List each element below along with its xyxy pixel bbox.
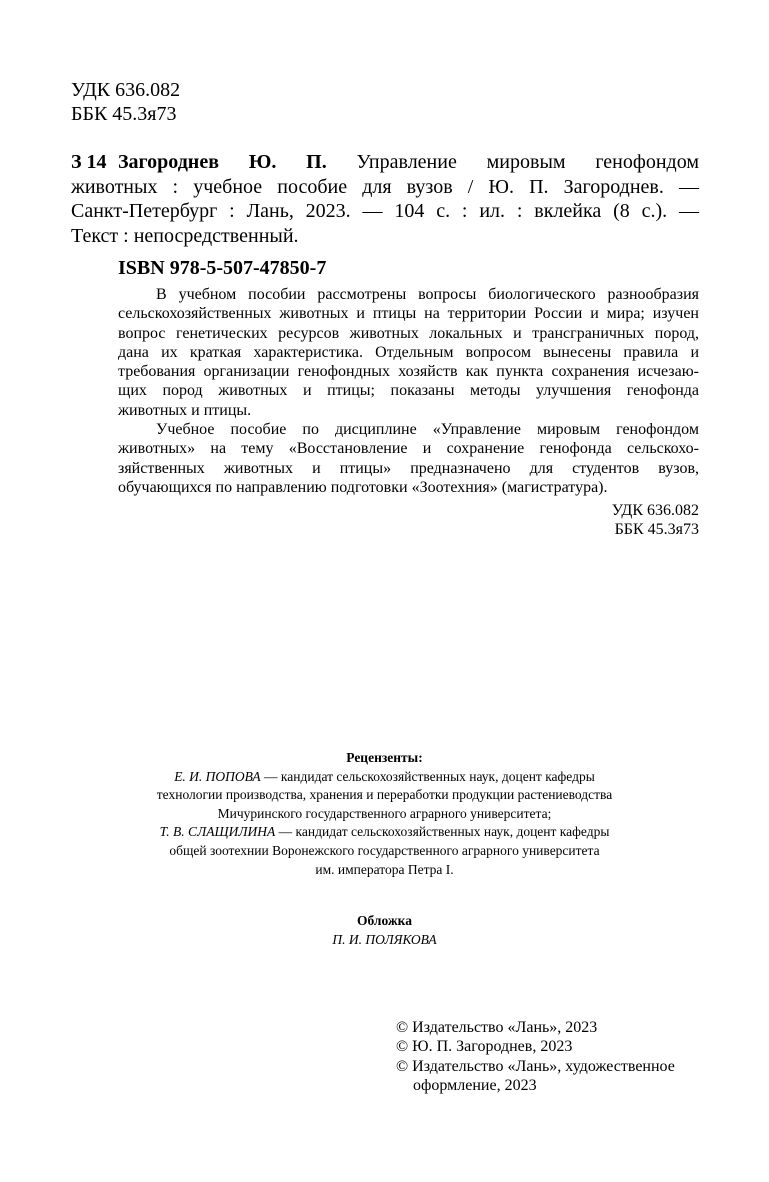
abstract-line: В учебном пособии рассмотрены вопросы биологического разнообразия [156,286,699,303]
classification-bottom [612,501,699,539]
bibliographic-entry [71,150,699,175]
reviewer-2-name: Т. В. СЛАЩИЛИНА [159,824,276,840]
entry-continuation [71,175,699,249]
cover-credit [0,912,769,949]
udk-code: УДК 636.082 [71,79,181,101]
reviewer-2-line-1 [0,823,769,842]
copyright-line: © Издательство «Лань», 2023 [396,1019,598,1036]
copyright-line: оформление, 2023 [413,1076,537,1094]
reviewer-1-line-2: технологии производства, хранения и переработки продукции растениеводства [156,787,613,803]
entry-line-1 [118,150,699,175]
entry-line-2: животных : учебное пособие для вузов / Ю. П. Загороднев. — [71,175,699,198]
reviewer-1-name: Е. И. ПОПОВА [174,768,261,784]
entry-line-3: Санкт-Петербург : Лань, 2023. — 104 с. : ил. : вклейка (8 с.). — [71,200,699,222]
reviewers [0,749,769,879]
classification-top [71,78,180,126]
reviewers-heading: Рецензенты: [346,750,423,765]
reviewer-2-line-2: общей зоотехнии Воронежского государственного аграрного университета [169,842,600,858]
abstract-line: животных и птицы. [118,401,252,419]
udk-code: УДК 636.082 [611,502,699,519]
abstract-line: Учебное пособие по дисциплине «Управление мировым генофондом [156,421,699,439]
cover-heading: Обложка [356,913,412,928]
abstract-line: сельскохозяйственных животных и птицы на территории России и мира; изучен [118,305,699,323]
abstract-line: животных» на тему «Восстановление и сохранение генофонда сельскохо- [118,440,699,458]
bibliographic-description [118,150,699,175]
author-mark: З 14 [71,151,107,173]
reviewer-2-title: — кандидат сельскохозяйственных наук, доцент кафедры [275,824,610,840]
abstract-line: обучающихся по направлению подготовки «Зоотехния» (магистратура). [118,478,608,496]
reviewer-1-line-3: Мичуринского государственного аграрного университета; [217,805,552,821]
bbk-code: ББК 45.3я73 [614,521,699,538]
bbk-code: ББК 45.3я73 [71,103,177,125]
entry-line-4: Текст : непосредственный. [71,224,299,247]
abstract-line: щих пород животных и птицы; показаны методы улучшения генофонда [118,382,699,400]
reviewer-1-title: — кандидат сельскохозяйственных наук, доцент кафедры [260,768,595,784]
abstract-line: вопрос генетических ресурсов животных локальных и трансграничных пород, [118,324,699,342]
isbn: ISBN 978-5-507-47850-7 [118,257,327,279]
reviewer-2-line-3: им. императора Петра I. [315,861,454,877]
abstract [118,285,699,497]
copyright-block [396,1018,675,1095]
abstract-line: требования организации генофондных хозяйств как пункта сохранения исчезаю- [118,363,699,381]
cover-designer: П. И. ПОЛЯКОВА [332,931,437,947]
author-name: Загороднев Ю. П. [118,151,327,173]
abstract-line: дана их краткая характеристика. Отдельным вопросом вынесены правила и [118,343,699,361]
abstract-line: зяйственных животных и птицы» предназначено для студентов вузов, [118,459,699,477]
title-start: Управление мировым генофондом [326,151,699,173]
copyright-line: © Издательство «Лань», художественное [396,1057,675,1075]
copyright-line: © Ю. П. Загороднев, 2023 [396,1038,573,1056]
reviewer-1-line-1 [0,768,769,787]
